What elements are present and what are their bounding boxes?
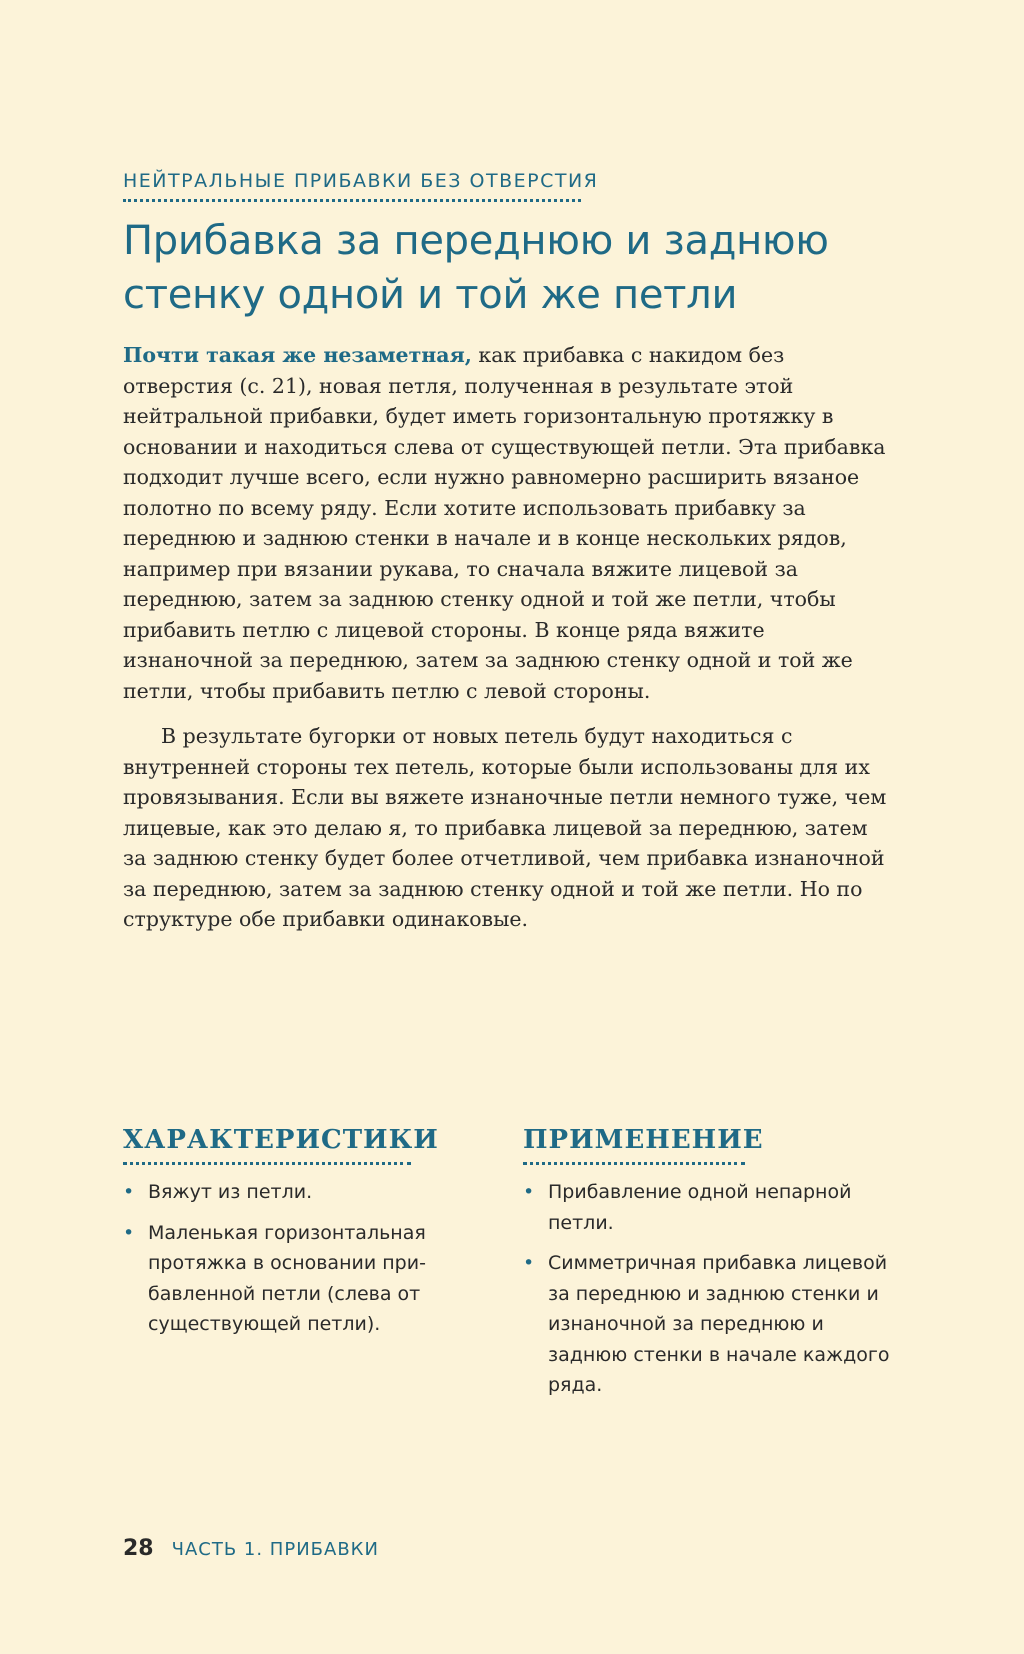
application-list [523, 1177, 893, 1401]
list-item-text: Маленькая горизонтальная протяжка в основании прибавленной петли (слева от существующей петли). [148, 1221, 426, 1335]
list-item [123, 1177, 483, 1208]
lead-phrase: Почти такая же незаметная, [123, 343, 472, 367]
list-item-text: Прибавление одной непарной петли. [548, 1181, 852, 1234]
characteristics-list [123, 1177, 483, 1340]
page-footer [123, 1536, 379, 1561]
paragraph-1 [123, 340, 893, 706]
chapter-label: ЧАСТЬ 1. ПРИБАВКИ [171, 1539, 379, 1560]
section-label: НЕЙТРАЛЬНЫЕ ПРИБАВКИ БЕЗ ОТВЕРСТИЯ [123, 170, 599, 192]
section-label-divider [123, 199, 581, 202]
paragraph-1-text: как прибавка с накидом без отверстия (с. 21), новая петля, полученная в результате этой нейтральной прибавки, будет иметь горизонтальную протяжку в основании и находиться слева от существующей петли. Эта прибавка подходит лучше всего, если нужно равномерно расширить вязаное полотно по всему ряду. Если хотите использовать прибавку за переднюю и заднюю стенки в начале и в конце нескольких рядов, например при вязании рукава, то сначала вяжите лицевой за переднюю, затем за заднюю стенку одной и той же петли, чтобы прибавить петлю с лицевой стороны. В конце ряда вяжите изнаночной за переднюю, затем за заднюю стенку одной и той же петли, чтобы прибавить петлю с левой стороны. [123, 343, 886, 703]
characteristics-divider [123, 1162, 411, 1165]
characteristics-section [123, 1124, 483, 1350]
application-divider [523, 1162, 745, 1165]
bullet-icon: • [123, 1221, 135, 1244]
bullet-icon: • [123, 1181, 135, 1203]
body-text [123, 340, 893, 935]
page-title: Прибавка за переднюю и заднюю стенку одной и той же петли [123, 218, 829, 318]
page [123, 0, 893, 1654]
list-item-text: Вяжут из петли. [148, 1181, 313, 1203]
list-item [523, 1177, 893, 1238]
list-item [523, 1248, 893, 1401]
page-number: 28 [123, 1536, 154, 1561]
paragraph-2: В результате бугорки от новых петель будут находиться с внутренней стороны тех петель, которые были использованы для их провязывания. Если вы вяжете изнаночные петли немного туже, чем лицевые, как это делаю я, то прибавка лицевой за переднюю, затем за заднюю стенку будет более отчетливой, чем прибавка изнаночной за переднюю, затем за заднюю стенку одной и той же петли. Но по структуре обе прибавки одинаковые. [123, 724, 887, 931]
list-item [123, 1218, 483, 1340]
application-section [523, 1124, 893, 1411]
application-heading: ПРИМЕНЕНИЕ [523, 1125, 764, 1155]
list-item-text: Симметричная прибавка лицевой за переднюю и заднюю стенки и изнаночной за переднюю и заднюю стенки в начале каждого ряда. [548, 1252, 890, 1396]
bullet-icon: • [523, 1181, 535, 1203]
bullet-icon: • [523, 1252, 535, 1274]
characteristics-heading: ХАРАКТЕРИСТИКИ [123, 1125, 439, 1155]
